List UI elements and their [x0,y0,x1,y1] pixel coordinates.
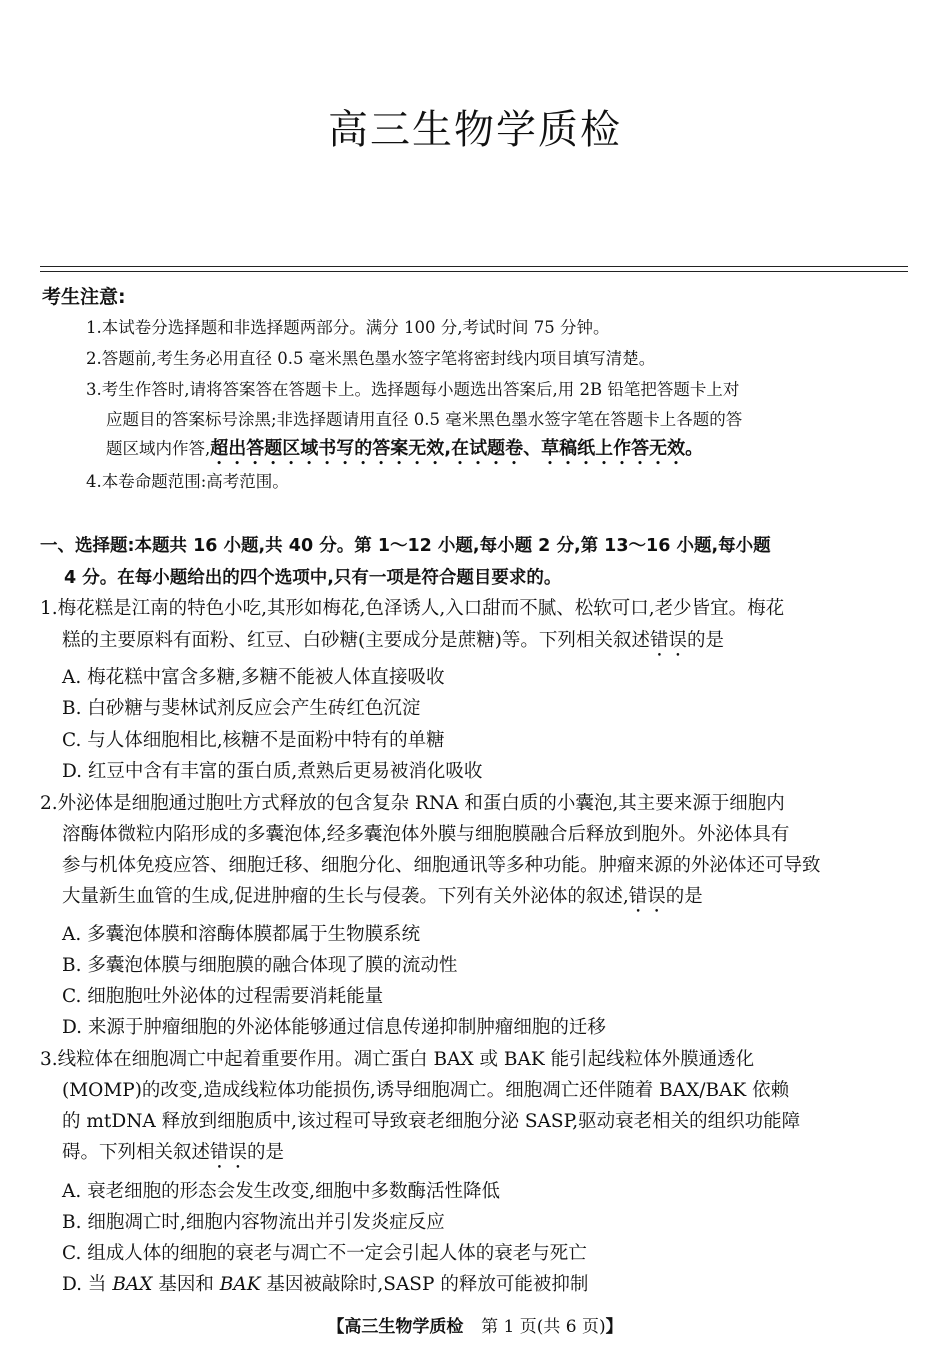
question-2-line-3: 参与机体免疫应答、细胞迁移、细胞分化、细胞通讯等多种功能。肿瘤来源的外泌体还可导致 [62,855,821,876]
header-divider-top [40,266,908,267]
footer-bracket-open: 【 [327,1317,345,1337]
question-3-emphasis: 错误 [210,1142,248,1163]
notice-item-3-cont: 应题目的答案标号涂黑;非选择题请用直径 0.5 毫米黑色墨水签字笔在答题卡上各题的答 [106,410,743,429]
notice-item-3-end [106,434,703,469]
question-1-line-2-text: 糕的主要原料有面粉、红豆、白砂糖(主要成分是蔗糖)等。下列相关叙述 [62,630,650,651]
question-2-tail: 的是 [665,886,703,907]
question-3-option-a: A. 衰老细胞的形态会发生改变,细胞中多数酶活性降低 [62,1181,501,1202]
question-3-line-1: 3.线粒体在细胞凋亡中起着重要作用。凋亡蛋白 BAX 或 BAK 能引起线粒体外膜通透化 [40,1049,755,1070]
question-3-line-4 [62,1138,284,1173]
question-1-option-c: C. 与人体细胞相比,核糖不是面粉中特有的单糖 [62,730,445,751]
gene-bax: BAX [112,1274,153,1295]
notice-emphasis: 超出答题区域书写的答案无效,在试题卷、草稿纸上作答无效。 [210,438,704,459]
page-footer [0,1312,950,1337]
footer-page-number: 第 1 页(共 6 页) [481,1317,606,1337]
question-1-tail: 的是 [686,630,724,651]
notice-item-2: 2.答题前,考生务必用直径 0.5 毫米黑色墨水签字笔将密封线内项目填写清楚。 [86,349,656,368]
question-2-line-1: 2.外泌体是细胞通过胞吐方式释放的包含复杂 RNA 和蛋白质的小囊泡,其主要来源于细胞内 [40,793,785,814]
question-2-option-d: D. 来源于肿瘤细胞的外泌体能够通过信息传递抑制肿瘤细胞的迁移 [62,1017,606,1038]
question-1-option-b: B. 白砂糖与斐林试剂反应会产生砖红色沉淀 [62,698,421,719]
question-3-option-d-mid: 基因和 [152,1274,220,1295]
question-2-option-a: A. 多囊泡体膜和溶酶体膜都属于生物膜系统 [62,924,421,945]
question-3-line-2: (MOMP)的改变,造成线粒体功能损伤,诱导细胞凋亡。细胞凋亡还伴随着 BAX/BAK 依赖 [62,1080,790,1101]
question-3-line-3: 的 mtDNA 释放到细胞质中,该过程可导致衰老细胞分泌 SASP,驱动衰老相关的组织功能障 [62,1111,801,1132]
question-3-option-d-post: 基因被敲除时,SASP 的释放可能被抑制 [260,1274,589,1295]
section-heading-line1: 一、选择题:本题共 16 小题,共 40 分。第 1～12 小题,每小题 2 分,第 13～16 小题,每小题 [40,536,771,556]
gene-bak: BAK [219,1274,261,1295]
question-2-option-c: C. 细胞胞吐外泌体的过程需要消耗能量 [62,986,384,1007]
question-3-option-d-pre: D. 当 [62,1274,113,1295]
question-3-option-c: C. 组成人体的细胞的衰老与凋亡不一定会引起人体的衰老与死亡 [62,1243,587,1264]
notice-item-3-end-text: 题区域内作答, [106,439,211,458]
footer-exam-name: 高三生物学质检 [344,1317,464,1337]
question-2-option-b: B. 多囊泡体膜与细胞膜的融合体现了膜的流动性 [62,955,458,976]
page-title: 高三生物学质检 [328,107,622,153]
header-divider-bottom [40,271,908,272]
question-3-option-d [62,1270,588,1296]
question-2-line-2: 溶酶体微粒内陷形成的多囊泡体,经多囊泡体外膜与细胞膜融合后释放到胞外。外泌体具有 [62,824,790,845]
question-2-line-4-text: 大量新生血管的生成,促进肿瘤的生长与侵袭。下列有关外泌体的叙述, [62,886,629,907]
section-heading-line2: 4 分。在每小题给出的四个选项中,只有一项是符合题目要求的。 [64,568,562,588]
question-1-option-a: A. 梅花糕中富含多糖,多糖不能被人体直接吸收 [62,667,445,688]
question-1-line-2 [62,626,724,661]
question-3-line-4-text: 碍。下列相关叙述 [62,1142,211,1163]
footer-bracket-close: 】 [605,1317,623,1337]
question-2-emphasis: 错误 [628,886,666,907]
notice-item-1: 1.本试卷分选择题和非选择题两部分。满分 100 分,考试时间 75 分钟。 [86,318,610,337]
notice-heading: 考生注意: [42,286,126,308]
question-3-option-b: B. 细胞凋亡时,细胞内容物流出并引发炎症反应 [62,1212,445,1233]
question-1-option-d: D. 红豆中含有丰富的蛋白质,煮熟后更易被消化吸收 [62,761,483,782]
question-1-line-1: 1.梅花糕是江南的特色小吃,其形如梅花,色泽诱人,入口甜而不腻、松软可口,老少皆宜。梅花 [40,598,785,619]
question-1-emphasis: 错误 [649,630,687,651]
question-2-line-4 [62,882,703,917]
notice-item-3: 3.考生作答时,请将答案答在答题卡上。选择题每小题选出答案后,用 2B 铅笔把答题卡上对 [86,380,740,399]
notice-item-4: 4.本卷命题范围:高考范围。 [86,472,289,491]
question-3-tail: 的是 [247,1142,285,1163]
